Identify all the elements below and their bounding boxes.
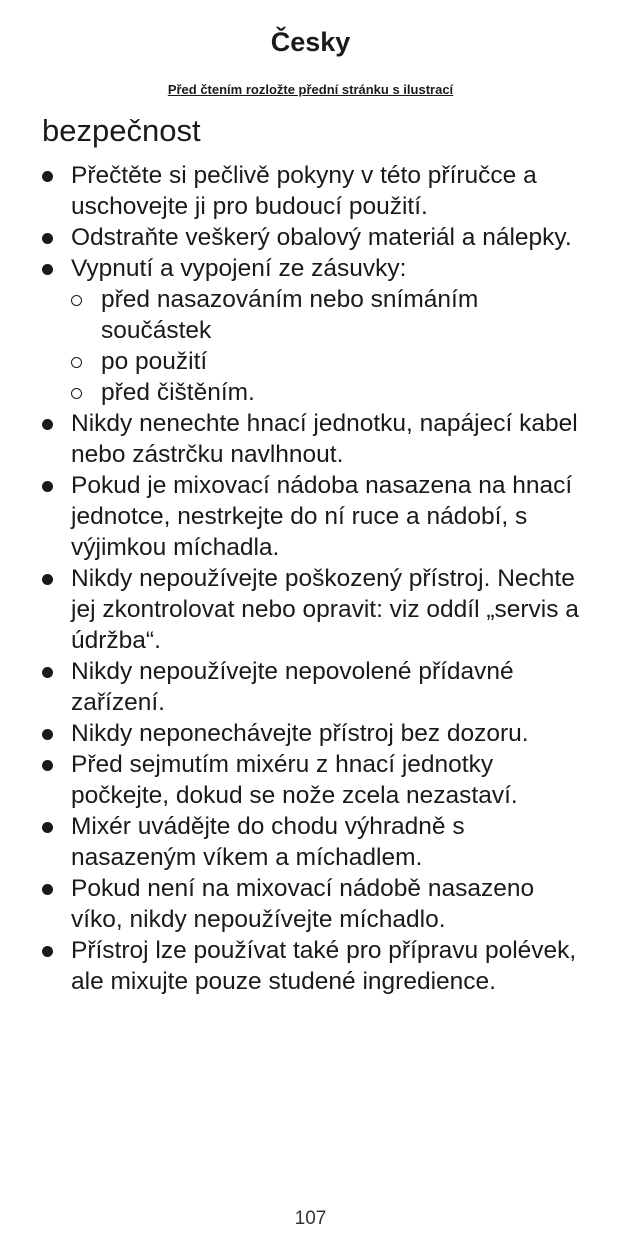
list-item [0,718,621,749]
list-item [0,408,621,470]
list-item-text: Nikdy nepoužívejte poškozený přístroj. Nechte jej zkontrolovat nebo opravit: viz oddíl „servis a údržba“. [71,565,579,654]
sublist-item-text: po použití [101,348,208,375]
bullet-icon [42,729,53,740]
list-item [0,935,621,997]
bullet-icon [42,233,53,244]
bullet-icon [42,760,53,771]
page-title: Česky [270,27,351,57]
list-item-text: Přečtěte si pečlivě pokyny v této příručce a uschovejte ji pro budoucí použití. [71,162,537,220]
list-item-text: Nikdy nenechte hnací jednotku, napájecí kabel nebo zástrčku navlhnout. [71,410,578,468]
page-subtitle: Před čtením rozložte přední stránku s ilustrací [167,82,454,97]
sublist [71,284,591,408]
list-item-text: Pokud je mixovací nádoba nasazena na hnací jednotce, nestrkejte do ní ruce a nádobí, s výjimkou míchadla. [71,472,573,561]
bullet-icon [42,884,53,895]
bullet-icon [42,667,53,678]
bullet-icon [42,171,53,182]
list-item [0,749,621,811]
list-item-text: Před sejmutím mixéru z hnací jednotky počkejte, dokud se nože zcela nezastaví. [71,751,518,809]
list-item-text: Nikdy neponechávejte přístroj bez dozoru. [71,720,529,747]
sublist-item-text: před čištěním. [101,379,255,406]
list-item-text: Mixér uvádějte do chodu výhradně s nasazeným víkem a míchadlem. [71,813,465,871]
page-number: 107 [294,1208,327,1229]
sublist-item [71,346,591,377]
safety-list [0,160,621,997]
list-item [0,470,621,563]
list-item [0,253,621,408]
hollow-bullet-icon [71,388,82,399]
list-item [0,222,621,253]
list-item-text: Odstraňte veškerý obalový materiál a nálepky. [71,224,572,251]
list-item [0,811,621,873]
list-item-text: Nikdy nepoužívejte nepovolené přídavné zařízení. [71,658,514,716]
list-item-text: Přístroj lze používat také pro přípravu polévek, ale mixujte pouze studené ingredience. [71,937,577,995]
bullet-icon [42,946,53,957]
bullet-icon [42,419,53,430]
list-item-text: Pokud není na mixovací nádobě nasazeno víko, nikdy nepoužívejte míchadlo. [71,875,535,933]
bullet-icon [42,574,53,585]
sublist-item [71,284,591,346]
list-item [0,656,621,718]
bullet-icon [42,264,53,275]
sublist-item-text: před nasazováním nebo snímáním součástek [101,286,479,344]
list-item [0,160,621,222]
bullet-icon [42,822,53,833]
list-item-text: Vypnutí a vypojení ze zásuvky: [71,255,407,282]
section-heading: bezpečnost [42,113,201,148]
bullet-icon [42,481,53,492]
sublist-item [71,377,591,408]
hollow-bullet-icon [71,357,82,368]
list-item [0,873,621,935]
list-item [0,563,621,656]
hollow-bullet-icon [71,295,82,306]
